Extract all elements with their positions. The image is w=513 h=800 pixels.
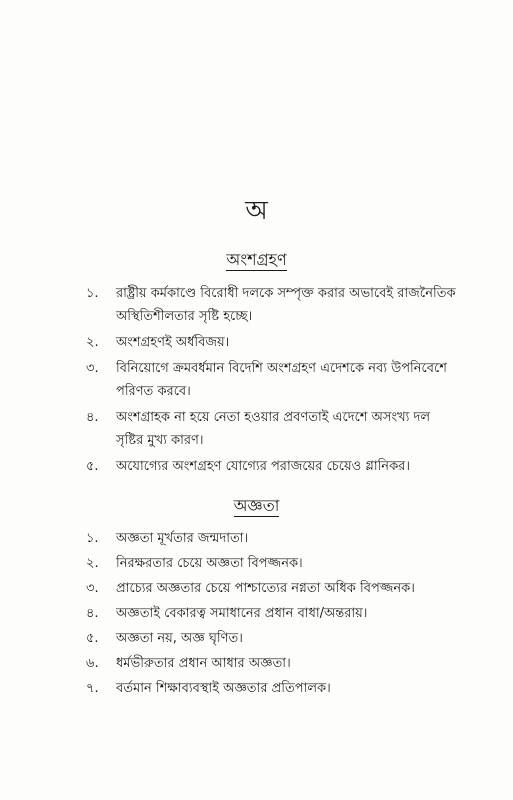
item-number: ৭. (86, 681, 99, 696)
item-text: অজ্ঞতা নয়, অজ্ঞ ঘৃণিত। (116, 631, 243, 646)
list-item (86, 406, 456, 452)
item-text: অজ্ঞতা মূর্খতার জন্মদাতা। (116, 531, 249, 546)
item-number: ২. (86, 335, 99, 350)
section-title-text: অংশগ্রহণ (226, 250, 287, 269)
item-number: ২. (86, 556, 99, 571)
item-number: ৫. (86, 459, 99, 474)
list-item (86, 627, 456, 650)
item-text: অযোগ্যের অংশগ্রহণ যোগ্যের পরাজয়ের চেয়েও গ্লানিকর। (116, 459, 410, 474)
list-item (86, 455, 456, 478)
section-title-ignorance (0, 496, 513, 516)
list-item (86, 357, 456, 403)
item-text: অংশগ্রাহক না হয়ে নেতা হওয়ার প্রবণতাই এদেশে অসংখ্য দল সৃষ্টির মুখ্য কারণ। (116, 410, 431, 448)
item-number: ৪. (86, 606, 99, 621)
ignorance-list (86, 527, 456, 702)
list-item (86, 552, 456, 575)
list-item (86, 602, 456, 625)
section-title-participation (0, 250, 513, 270)
list-item (86, 677, 456, 700)
item-text: প্রাচ্যের অজ্ঞতার চেয়ে পাশ্চাত্যের নগ্নতা অধিক বিপজ্জনক। (116, 581, 415, 596)
item-number: ৪. (86, 410, 99, 425)
list-item (86, 282, 456, 328)
item-text: বর্তমান শিক্ষাব্যবস্থাই অজ্ঞতার প্রতিপালক। (116, 681, 331, 696)
participation-list (86, 282, 456, 481)
item-number: ৩. (86, 581, 99, 596)
item-text: অজ্ঞতাই বেকারত্ব সমাধানের প্রধান বাধা/অন্তরায়। (116, 606, 368, 621)
item-number: ৬. (86, 656, 99, 671)
item-text: ধর্মভীরুতার প্রধান আধার অজ্ঞতা। (116, 656, 291, 671)
item-text: অংশগ্রহণই অর্ধবিজয়। (116, 335, 230, 350)
item-text: নিরক্ষরতার চেয়ে অজ্ঞতা বিপজ্জনক। (116, 556, 303, 571)
item-number: ১. (86, 531, 99, 546)
item-text: রাষ্ট্রীয় কর্মকাণ্ডে বিরোধী দলকে সম্পৃক্ত করার অভাবেই রাজনৈতিক অস্থিতিশীলতার সৃষ্টি হচ্ছে। (116, 286, 456, 324)
list-item (86, 652, 456, 675)
item-number: ১. (86, 286, 99, 301)
item-number: ৩. (86, 361, 99, 376)
chapter-letter: অ (245, 196, 268, 226)
list-item (86, 577, 456, 600)
list-item (86, 331, 456, 354)
section-title-text: অজ্ঞতা (233, 496, 280, 515)
item-number: ৫. (86, 631, 99, 646)
item-text: বিনিয়োগে ক্রমবর্ধমান বিদেশি অংশগ্রহণ এদেশকে নব্য উপনিবেশে পরিণত করবে। (116, 361, 447, 399)
list-item (86, 527, 456, 550)
